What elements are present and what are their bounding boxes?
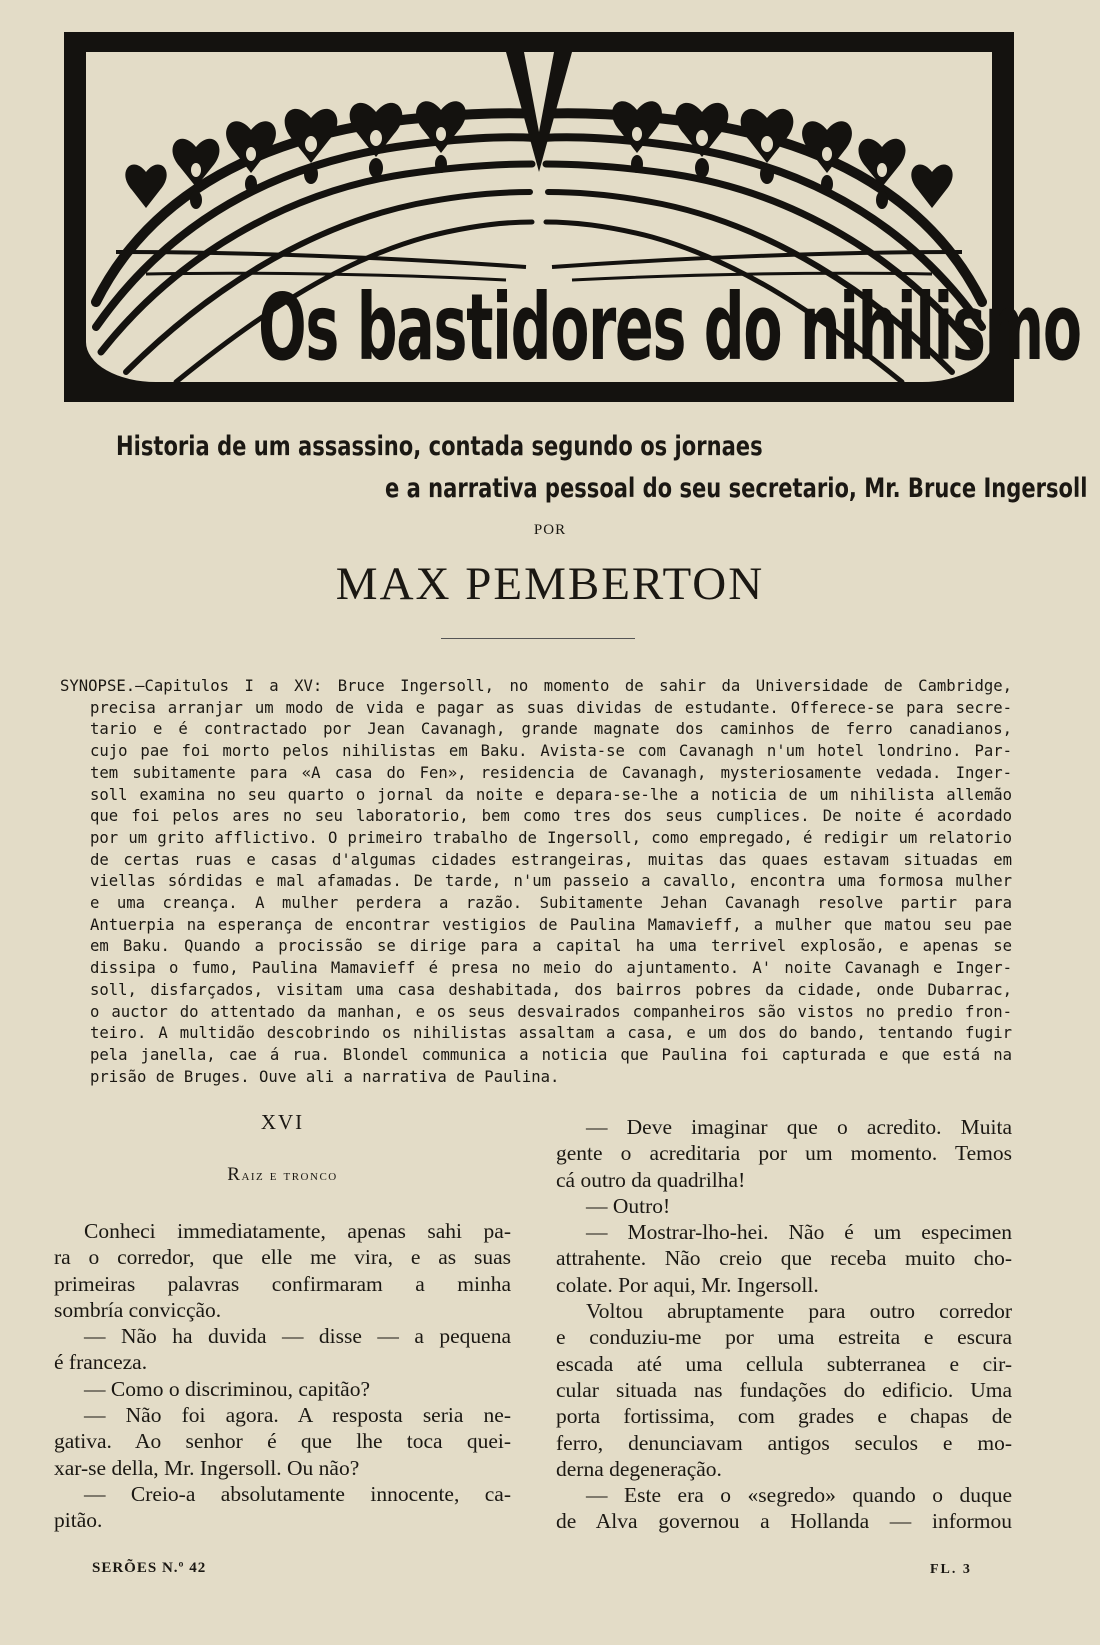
footer-issue: SERÕES N.º 42 xyxy=(92,1560,207,1576)
right-text-column xyxy=(556,1114,1012,1535)
text-line: primeiras palavras confirmaram a minha xyxy=(54,1271,511,1296)
synopsis-line: de certas ruas e casas d'algumas cidades estrangeiras, muitas das quaes estavam situadas em xyxy=(90,850,1012,869)
text-line: gativa. Ao senhor é que lhe toca quei- xyxy=(54,1429,511,1454)
title-ornament-frame xyxy=(64,32,1081,402)
synopsis xyxy=(60,676,1012,1088)
synopsis-line: tem subitamente para «A casa do Fen», residencia de Cavanagh, mysteriosamente vedada. Inger- xyxy=(90,763,1012,782)
text-line: porta fortissima, com grades e chapas de xyxy=(556,1404,1012,1429)
text-line: e conduziu-me por uma estreita e escura xyxy=(556,1325,1012,1350)
text-line: Conheci immediatamente, apenas sahi pa- xyxy=(84,1219,511,1243)
text-line: gente o acreditaria por um momento. Temos xyxy=(556,1141,1012,1166)
synopsis-line: e uma creança. A mulher perdera a razão. Subitamente Jehan Cavanagh resolve partir para xyxy=(90,894,1012,913)
divider-rule xyxy=(441,638,635,639)
text-line: — Este era o «segredo» quando o duque xyxy=(586,1483,1012,1508)
synopsis-line: prisão de Bruges. Ouve ali a narrativa de Paulina. xyxy=(90,1067,560,1086)
text-line: Voltou abruptamente para outro corredor xyxy=(586,1299,1012,1324)
footer-page-number: FL. 3 xyxy=(930,1562,972,1577)
synopsis-line: cujo pae foi morto pelos nihilistas em Baku. Avista-se com Cavanagh n'um hotel londrino. Par- xyxy=(90,742,1012,761)
author-name: MAX PEMBERTON xyxy=(335,558,765,610)
synopsis-line: Antuerpia na esperança de encontrar vestigios de Paulina Mamavieff, a mulher que matou seu pae xyxy=(90,915,1012,934)
text-line: — Creio-a absolutamente innocente, ca- xyxy=(84,1481,511,1506)
title-ornament-panel xyxy=(86,52,1081,382)
text-line: — Não foi agora. A resposta seria ne- xyxy=(84,1403,511,1428)
text-line: sombría convicção. xyxy=(54,1297,222,1322)
subtitle-line-2: e a narrativa pessoal do seu secretario, Mr. Bruce Ingersoll xyxy=(385,473,1088,504)
article-title: Os bastidores do nihilismo xyxy=(258,274,1081,381)
text-line: attrahente. Não creio que receba muito cho- xyxy=(556,1246,1012,1271)
synopsis-line: SYNOPSE.—Capitulos I a XV: Bruce Ingersoll, no momento de sahir da Universidade de Cambridge, xyxy=(60,677,1012,695)
text-line: de Alva governou a Hollanda — informou xyxy=(556,1509,1012,1534)
text-line: é franceza. xyxy=(54,1350,148,1375)
chapter-title: Raiz e tronco xyxy=(227,1164,338,1185)
chapter-number: XVI xyxy=(260,1110,305,1134)
synopsis-line: pela janella, cae á rua. Blondel communica a noticia que Paulina foi capturada e que está na xyxy=(90,1045,1012,1064)
text-line: escada até uma cellula subterranea e cir- xyxy=(556,1351,1012,1376)
synopsis-line: em Baku. Quando a procissão se dirige para a capital ha uma terrivel explosão, e apenas se xyxy=(90,937,1012,956)
synopsis-line: dissipa o fumo, Paulina Mamavieff é presa no meio do ajuntamento. A' noite Cavanagh e Inger- xyxy=(90,959,1012,978)
synopsis-line: precisa arranjar um modo de vida e pagar as suas dividas de estudante. Offerece-se para secre- xyxy=(90,698,1012,717)
text-line: cular situada nas fundações do edificio. Uma xyxy=(556,1377,1012,1402)
synopsis-line: por um grito afflictivo. O primeiro trabalho de Ingersoll, como empregado, é redigir um relatorio xyxy=(90,828,1012,847)
synopsis-line: teiro. A multidão descobrindo os nihilistas assaltam a casa, e um dos do bando, tentando fugir xyxy=(90,1024,1012,1043)
text-line: cá outro da quadrilha! xyxy=(556,1167,746,1192)
text-line: ferro, denunciavam antigos seculos e mo- xyxy=(556,1430,1012,1455)
text-line: — Outro! xyxy=(586,1193,671,1218)
text-line: ra o corredor, que elle me vira, e as suas xyxy=(54,1245,511,1270)
left-text-column xyxy=(54,1218,511,1534)
byline-por: POR xyxy=(533,522,567,538)
text-line: xar-se della, Mr. Ingersoll. Ou não? xyxy=(54,1455,360,1480)
subtitle-line-1: Historia de um assassino, contada segundo os jornaes xyxy=(116,431,763,462)
text-line: derna degeneração. xyxy=(556,1456,722,1481)
synopsis-line: soll, disfarçados, visitam uma casa deshabitada, dos bairros pobres da cidade, onde Dubarrac, xyxy=(90,980,1012,999)
text-line: — Não ha duvida — disse — a pequena xyxy=(84,1324,511,1349)
text-line: — Mostrar-lho-hei. Não é um especimen xyxy=(586,1220,1012,1245)
text-line: — Como o discriminou, capitão? xyxy=(84,1376,371,1401)
synopsis-line: viellas sórdidas e mal afamadas. De tarde, n'um passeio a cavallo, encontra uma formosa mulher xyxy=(90,872,1012,891)
text-line: pitão. xyxy=(54,1508,103,1533)
synopsis-line: soll examina no seu quarto o jornal da noite e depara-se-lhe a noticia de um nihilista allemão xyxy=(90,785,1012,804)
synopsis-line: tario e é contractado por Jean Cavanagh, grande magnate dos caminhos de ferro canadianos, xyxy=(90,720,1012,739)
text-line: — Deve imaginar que o acredito. Muita xyxy=(586,1115,1012,1139)
synopsis-line: que foi pelos ares no seu laboratorio, bem como tres dos seus cumplices. De noite é acordado xyxy=(90,807,1012,826)
text-line: colate. Por aqui, Mr. Ingersoll. xyxy=(556,1272,819,1297)
synopsis-line: o auctor do attentado da manhan, e os seus desvairados companheiros são vistos no predio fron- xyxy=(90,1002,1012,1021)
